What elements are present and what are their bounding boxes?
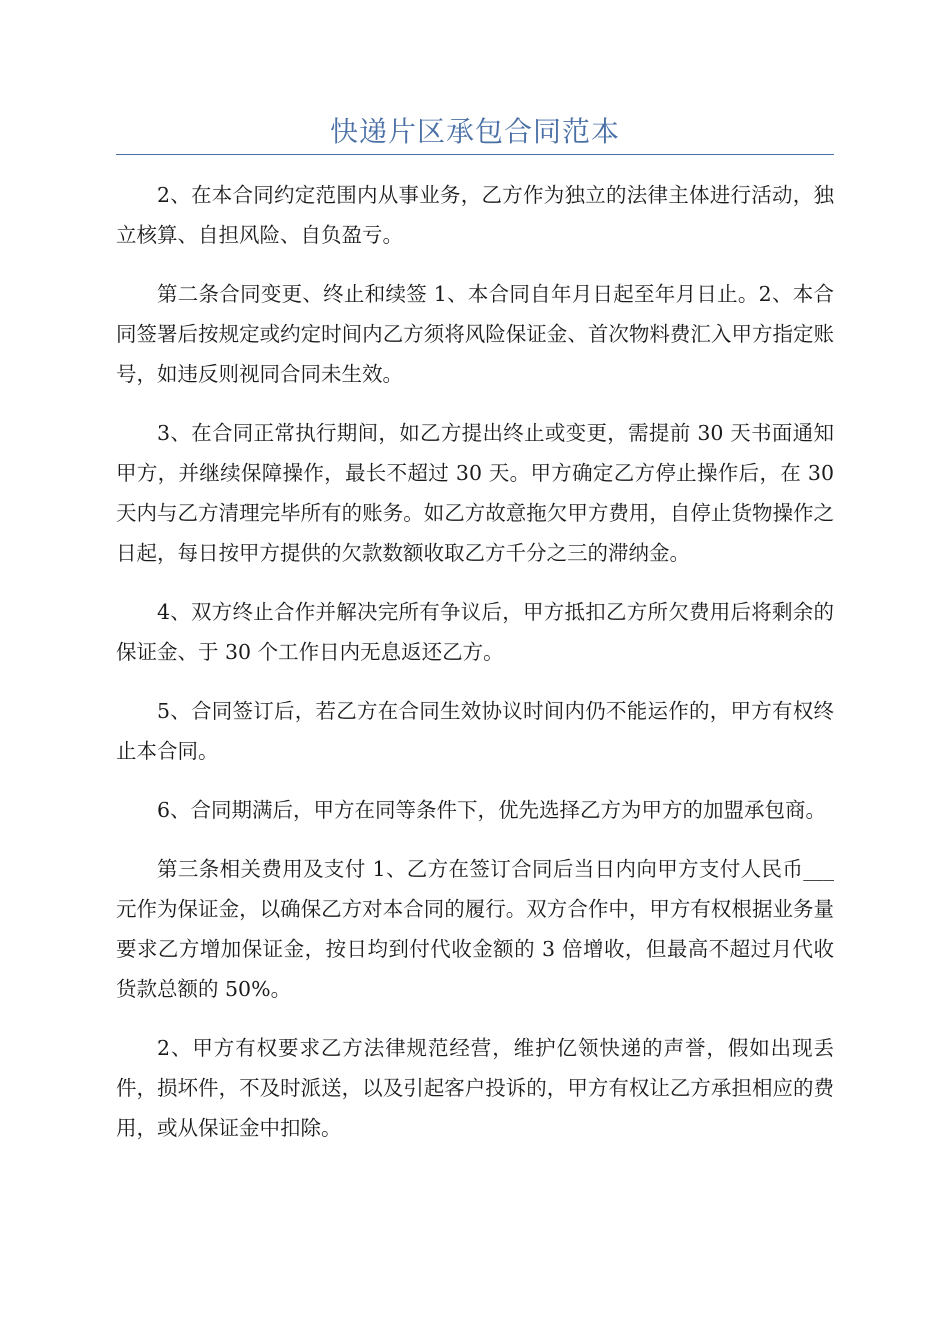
paragraph: 4、双方终止合作并解决完所有争议后，甲方抵扣乙方所欠费用后将剩余的保证金、于 30 个工作日内无息返还乙方。	[116, 600, 834, 664]
document-title: 快递片区承包合同范本	[329, 115, 620, 148]
document-body	[116, 175, 834, 1167]
paragraph: 第二条合同变更、终止和续签 1、本合同自年月日起至年月日止。2、本合同签署后按规定或约定时间内乙方须将风险保证金、首次物料费汇入甲方指定账号，如违反则视同合同未生效。	[116, 282, 834, 386]
paragraph: 2、在本合同约定范围内从事业务，乙方作为独立的法律主体进行活动，独立核算、自担风险、自负盈亏。	[116, 183, 834, 247]
title-divider	[116, 154, 834, 155]
paragraph: 第三条相关费用及支付 1、乙方在签订合同后当日内向甲方支付人民币___元作为保证金，以确保乙方对本合同的履行。双方合作中，甲方有权根据业务量要求乙方增加保证金，按日均到付代收金额的 3 倍增收，但最高不超过月代收货款总额的 50%。	[116, 857, 834, 1001]
paragraph: 3、在合同正常执行期间，如乙方提出终止或变更，需提前 30 天书面通知甲方，并继续保障操作，最长不超过 30 天。甲方确定乙方停止操作后，在 30 天内与乙方清理完毕所有的账务。如乙方故意拖欠甲方费用，自停止货物操作之日起，每日按甲方提供的欠款数额收取乙方千分之三的滞纳金。	[116, 421, 834, 565]
paragraph: 2、甲方有权要求乙方法律规范经营，维护亿领快递的声誉，假如出现丢件，损坏件，不及时派送，以及引起客户投诉的，甲方有权让乙方承担相应的费用，或从保证金中扣除。	[116, 1036, 834, 1140]
paragraph: 5、合同签订后，若乙方在合同生效协议时间内仍不能运作的，甲方有权终止本合同。	[116, 699, 834, 763]
paragraph: 6、合同期满后，甲方在同等条件下，优先选择乙方为甲方的加盟承包商。	[157, 798, 827, 822]
